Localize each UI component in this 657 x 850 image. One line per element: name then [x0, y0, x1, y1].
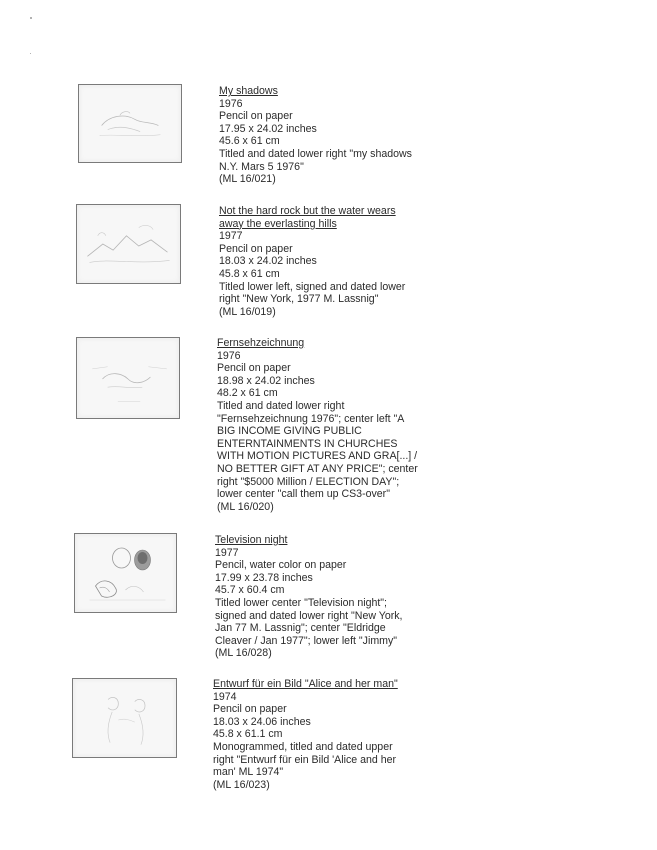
artwork-inscription: man' ML 1974" [213, 766, 284, 779]
artwork-title: Entwurf für ein Bild "Alice and her man" [213, 678, 398, 690]
artwork-inscription: Titled and dated lower right [217, 399, 345, 412]
artwork-year: 1976 [217, 349, 241, 362]
artwork-medium: Pencil, water color on paper [215, 559, 347, 572]
artwork-size-cm: 48.2 x 61 cm [217, 387, 278, 400]
artwork-medium: Pencil on paper [219, 110, 293, 123]
artwork-thumbnail [76, 204, 181, 284]
artwork-year: 1974 [213, 690, 237, 703]
artwork-inscription: Titled lower left, signed and dated lower [219, 280, 406, 293]
artwork-inscription: right "Entwurf für ein Bild 'Alice and her [213, 753, 397, 766]
artwork-size-inches: 17.95 x 24.02 inches [219, 122, 317, 135]
artwork-details [213, 678, 413, 791]
pencil-sketch-image [79, 85, 181, 162]
artwork-thumbnail [74, 533, 177, 613]
artwork-size-inches: 18.98 x 24.02 inches [217, 374, 315, 387]
artwork-thumbnail [78, 84, 182, 163]
artwork-title: My shadows [219, 85, 278, 97]
artwork-size-cm: 45.7 x 60.4 cm [215, 584, 285, 597]
scan-speck [30, 53, 31, 54]
pencil-sketch-image [73, 679, 176, 757]
artwork-reference: (ML 16/020) [217, 500, 274, 513]
artwork-size-cm: 45.8 x 61 cm [219, 267, 280, 280]
artwork-title: Television night [215, 534, 288, 546]
artwork-year: 1976 [219, 97, 243, 110]
artwork-medium: Pencil on paper [217, 362, 291, 375]
artwork-size-inches: 18.03 x 24.02 inches [219, 255, 317, 268]
artwork-inscription: Monogrammed, titled and dated upper [213, 740, 393, 753]
artwork-details [219, 85, 419, 186]
artwork-inscription: NO BETTER GIFT AT ANY PRICE"; center [217, 462, 418, 475]
artwork-reference: (ML 16/023) [213, 778, 270, 791]
artwork-inscription: Jan 77 M. Lassnig"; center "Eldridge [215, 622, 386, 635]
artwork-size-inches: 18.03 x 24.06 inches [213, 715, 311, 728]
pencil-watercolor-sketch-image [75, 534, 176, 612]
artwork-title: away the everlasting hills [219, 217, 337, 230]
artwork-title: Not the hard rock but the water wears [219, 205, 396, 217]
artwork-reference: (ML 16/028) [215, 647, 272, 660]
scan-speck [30, 17, 32, 19]
artwork-size-cm: 45.6 x 61 cm [219, 135, 280, 148]
artwork-inscription: signed and dated lower right "New York, [215, 609, 403, 622]
artwork-reference: (ML 16/019) [219, 305, 276, 318]
artwork-medium: Pencil on paper [219, 242, 293, 255]
artwork-medium: Pencil on paper [213, 703, 287, 716]
artwork-year: 1977 [219, 230, 243, 243]
artwork-inscription: right "New York, 1977 M. Lassnig" [219, 293, 379, 306]
artwork-inscription: Titled and dated lower right "my shadows [219, 147, 412, 160]
artwork-size-inches: 17.99 x 23.78 inches [215, 571, 313, 584]
artwork-reference: (ML 16/021) [219, 173, 276, 186]
pencil-sketch-image [77, 338, 179, 418]
artwork-inscription: ENTERNTAINMENTS IN CHURCHES [217, 437, 398, 450]
artwork-year: 1977 [215, 546, 239, 559]
artwork-inscription: BIG INCOME GIVING PUBLIC [217, 425, 362, 438]
artwork-inscription: lower center "call them up CS3-over" [217, 488, 390, 501]
artwork-inscription: N.Y. Mars 5 1976" [219, 160, 304, 173]
artwork-inscription: right "$5000 Million / ELECTION DAY"; [217, 475, 400, 488]
pencil-sketch-image [77, 205, 180, 283]
artwork-title: Fernsehzeichnung [217, 337, 305, 349]
artwork-size-cm: 45.8 x 61.1 cm [213, 728, 283, 741]
artwork-details [217, 337, 417, 513]
artwork-thumbnail [76, 337, 180, 419]
artwork-inscription: WITH MOTION PICTURES AND GRA[...] / [217, 450, 418, 463]
artwork-details [219, 205, 419, 318]
artwork-inscription: Cleaver / Jan 1977"; lower left "Jimmy" [215, 634, 398, 647]
artwork-inscription: Titled lower center "Television night"; [215, 596, 387, 609]
artwork-details [215, 534, 415, 660]
artwork-thumbnail [72, 678, 177, 758]
artwork-inscription: "Fernsehzeichnung 1976"; center left "A [217, 412, 405, 425]
